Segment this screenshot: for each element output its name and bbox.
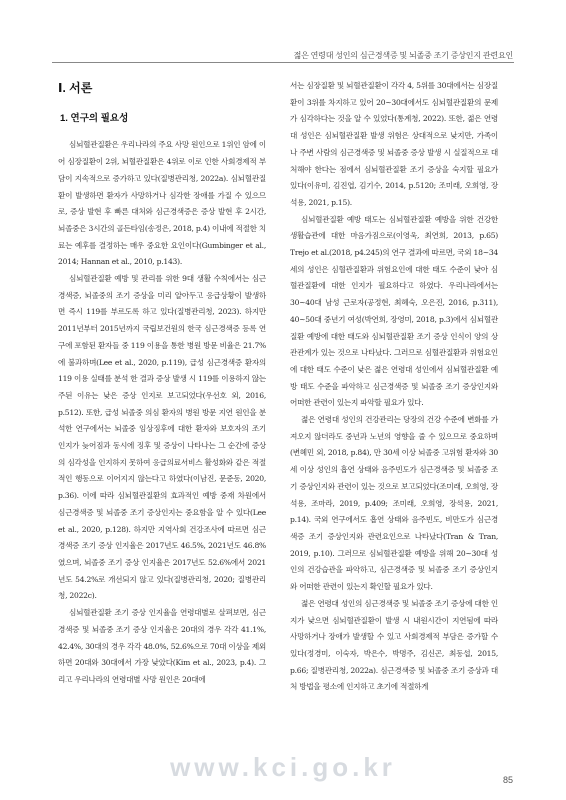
- body-paragraph: 심뇌혈관질환 예방 및 관리를 위한 9대 생활 수칙에서는 심근경색증, 뇌졸중의 조기 증상을 미리 알아두고 응급상황이 발생하면 즉시 119를 부르도록 하고 있다(질병관리청, 2023). 하지만 2011년부터 2015년까지 국립보건원의 한국 심근경색증 등록 연구에 포함된 환자들 중 119 이용을 통한 병원 방문 비율은 21.7%에 불과하며(Lee et al., 2020, p.119), 급성 심근경색증 환자의 119 이용 실태를 분석 한 결과 증상 발생 시 119를 이용하지 않는 주된 이유는 낮은 증상 인지로 보고되었다(우선호 외, 2016, p.512). 또한, 급성 뇌졸중 의심 환자의 병원 방문 지연 원인을 분석한 연구에서는 뇌졸중 임상징후에 대한 환자와 보호자의 조기 인지가 늦어짐과 동시에 징후 및 증상이 나타나는 그 순간에 증상의 심각성을 인지하지 못하여 응급의료서비스 활성화와 같은 적절적인 행동으로 이어지지 않는다고 하였다(이남진, 문준동, 2020, p.36). 이에 따라 심뇌혈관질환의 효과적인 예방 중재 차원에서 심근경색증 및 뇌졸중 조기 증상인지는 중요함을 알 수 있다(Lee et al., 2020, p.128). 하지만 지역사회 건강조사에 따르면 심근경색증 조기 증상 인지율은 2017년도 46.5%, 2021년도 46.8%였으며, 뇌졸중 조기 증상 인지율은 2017년도 52.6%에서 2021년도 54.2%로 개선되지 않고 있다(질병관리청, 2020; 질병관리청, 2022c).: [58, 274, 266, 601]
- section-heading: Ⅰ. 서론: [58, 81, 93, 95]
- body-paragraph: 심뇌혈관질환 예방 태도는 심뇌혈관질환 예방을 위한 건강한 생활습관에 대한 마음가짐으로(이영욱, 최연희, 2013, p.65) Trejo et al.(2018, p4.245)의 연구 결과에 따르면, 국외 18~34세의 성인은 심혈관질환과 위험요인에 대한 태도 수준이 낮아 심혈관질환에 대한 인지가 필요하다고 하였다. 우리나라에서는 30~40대 남성 근로자(공정현, 최혜숙, 오은진, 2016, p.311), 40~50대 중년기 여성(박연희, 장영미, 2018, p.3)에서 심뇌혈관질환 예방에 대한 태도와 심뇌혈관질환 조기 증상 인식이 양의 상관관계가 있는 것으로 나타났다. 그러므로 심혈관질환과 위험요인에 대한 태도 수준이 낮은 젊은 연령대 성인에서 심뇌혈관질환 예방 태도 수준을 파악하고 심근경색증 및 뇌졸중 조기 증상인지와 어떠한 관련이 있는지 파악할 필요가 있다.: [290, 214, 498, 408]
- body-paragraph: 심뇌혈관질환 조기 증상 인지율을 연령대별로 살펴보면, 심근경색증 및 뇌졸중 조기 증상 인지율은 20대의 경우 각각 41.1%, 42.4%, 30대의 경우 각각 48.0%, 52.6%으로 70대 이상을 제외하면 20대와 30대에서 가장 낮았다(Kim et al., 2023, p.4). 그리고 우리나라의 연령대별 사망 원인은 20대에: [58, 608, 266, 684]
- running-header: 젊은 연령대 성인의 심근경색증 및 뇌졸중 조기 증상인지 관련요인: [293, 51, 513, 60]
- page-number: 85: [502, 775, 513, 785]
- right-column: [290, 78, 498, 696]
- body-paragraph: 젊은 연령대 성인의 건강관리는 당장의 건강 수준에 변화를 가져오지 않더라도 중년과 노년의 영향을 줄 수 있으므로 중요하며(변혜민 외, 2018, p.84), 만 30세 이상 뇌졸중 고위험 환자와 30세 이상 성인의 흡연 상태와 음주빈도가 심근경색증 및 뇌졸중 조기 증상인지와 관련이 있는 것으로 보고되었다(조미래, 오희영, 장석용, 조마라, 2019, p.409; 조미래, 오희영, 장석용, 2021, p.14). 국외 연구에서도 흡연 상태와 음주빈도, 비만도가 심근경색증 조기 증상인지와 관련요인으로 나타났다(Tran & Tran, 2019, p.10). 그러므로 심뇌혈관질환 예방을 위해 20~30대 성인의 건강습관을 파악하고, 심근경색증 및 뇌졸중 조기 증상인지와 어떠한 관련이 있는지 확인할 필요가 있다.: [290, 415, 498, 592]
- body-paragraph: 심뇌혈관질환은 우리나라의 주요 사망 원인으로 1위인 암에 이어 심장질환이 2위, 뇌혈관질환은 4위로 이로 인한 사회경제적 부담이 지속적으로 증가하고 있다(질병관리청, 2022a). 심뇌혈관질환이 발생하면 환자가 사망하거나 심각한 장애를 가질 수 있으므로, 증상 발현 후 빠른 대처와 심근경색증은 증상 발현 후 2시간, 뇌졸중은 3시간의 골든타임(송정은, 2018, p.4) 이내에 적절한 치료는 예후를 결정하는 매우 중요한 요인이다(Gumbinger et al., 2014; Hannan et al., 2010, p.143).: [58, 140, 266, 267]
- section-subheading: 1. 연구의 필요성: [60, 112, 129, 124]
- body-paragraph: 젊은 연령대 성인의 심근경색증 및 뇌졸중 조기 증상에 대한 인지가 낮으면 심뇌혈관질환이 발생 시 내원시간이 지연됨에 따라 사망하거나 장애가 발생할 수 있고 사회경제적 부담은 증가할 수 있다(정경미, 이숙자, 박은수, 박명주, 김신곤, 최동섭, 2015, p.66; 질병관리청, 2022a). 심근경색증 및 뇌졸중 조기 증상과 대처 방법을 평소에 인지하고 초기에 적절하게: [290, 598, 498, 692]
- header-rule: [52, 62, 514, 63]
- watermark: www.kci.go.kr: [170, 752, 396, 782]
- body-paragraph: 서는 심장질환 및 뇌혈관질환이 각각 4, 5위를 30대에서는 심장질환이 3위를 차지하고 있어 20~30대에서도 심뇌혈관질환의 문제가 심각하다는 것을 알 수 있었다(통계청, 2022). 또한, 젊은 연령대 성인은 심뇌혈관질환 발생 위험은 상대적으로 낮지만, 가족이나 주변 사람의 심근경색증 및 뇌졸중 증상 발생 시 실질적으로 대처해야 한다는 점에서 심뇌혈관질환 조기 증상을 숙지할 필요가 있다(이유미, 김진엽, 김기수, 2014, p.5120; 조미래, 오희영, 장석용, 2021, p.15).: [290, 81, 498, 207]
- left-column: [58, 80, 266, 689]
